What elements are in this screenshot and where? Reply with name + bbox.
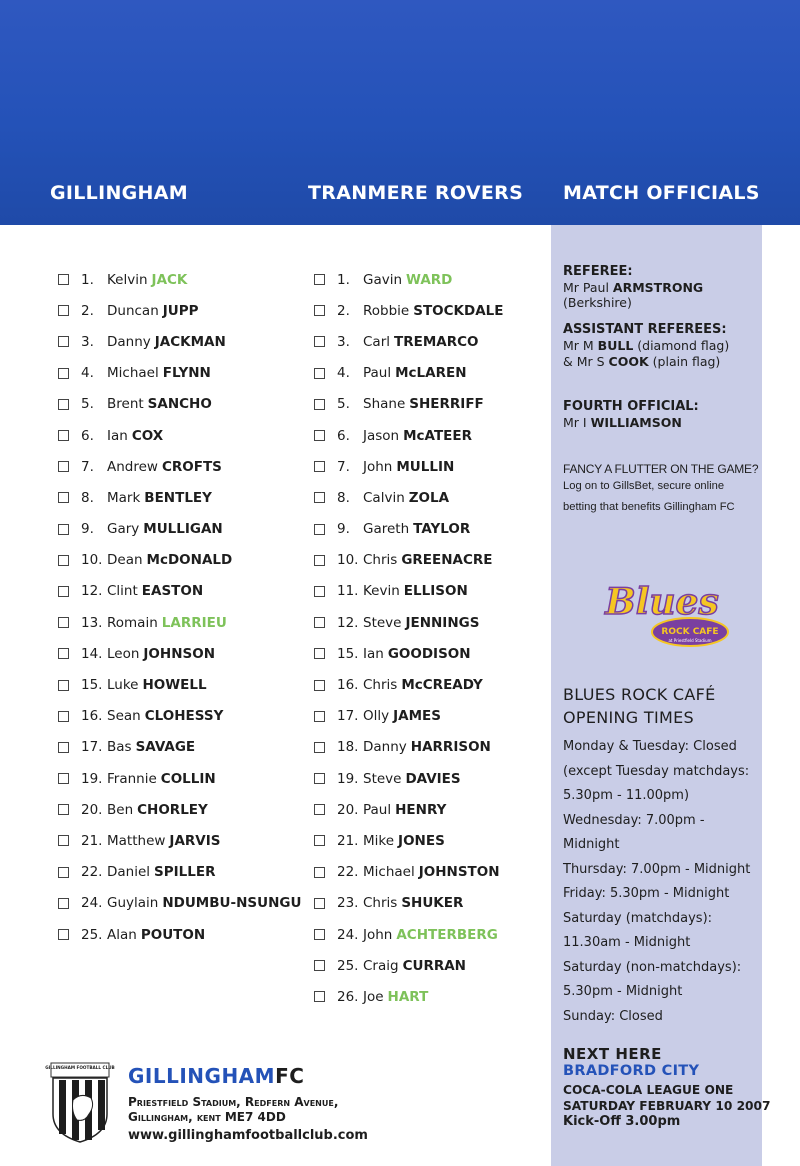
checkbox[interactable]: [58, 898, 69, 909]
surname: SHUKER: [401, 895, 464, 912]
opening-time-line: Sunday: Closed: [563, 1008, 663, 1024]
surname: JOHNSON: [143, 645, 215, 662]
checkbox[interactable]: [58, 680, 69, 691]
assistant-referees-block: [563, 322, 759, 370]
checkbox[interactable]: [58, 305, 69, 316]
first-name: Ian: [107, 427, 128, 444]
player-row: [314, 638, 564, 669]
surname: CROFTS: [161, 458, 222, 475]
player-row: [314, 794, 564, 825]
assistant-1-name: BULL: [597, 338, 634, 353]
checkbox[interactable]: [58, 368, 69, 379]
checkbox[interactable]: [58, 804, 69, 815]
first-name: Chris: [363, 677, 398, 694]
first-name: Danny: [107, 333, 151, 350]
player-row: [58, 919, 308, 950]
squad-number: 20.: [337, 801, 359, 818]
flutter-line-1: Log on to GillsBet, secure online: [563, 480, 725, 492]
surname: McCREADY: [401, 677, 483, 694]
flutter-promo: [563, 462, 759, 518]
surname: CURRAN: [402, 957, 466, 974]
header-banner: [0, 0, 800, 225]
checkbox[interactable]: [58, 399, 69, 410]
checkbox[interactable]: [58, 617, 69, 628]
checkbox[interactable]: [314, 305, 325, 316]
first-name: Mark: [107, 489, 141, 506]
player-row: [58, 638, 308, 669]
player-row: [314, 669, 564, 700]
surname: LARRIEU: [161, 614, 227, 631]
opening-time-line: Wednesday: 7.00pm - Midnight: [563, 812, 705, 852]
logo-word: Blues: [605, 581, 719, 623]
first-name: Olly: [363, 708, 390, 725]
checkbox[interactable]: [314, 742, 325, 753]
first-name: Joe: [363, 988, 384, 1005]
first-name: Bas: [107, 739, 132, 756]
address-line-2: Gillingham, kent ME7 4DD: [128, 1110, 286, 1124]
checkbox[interactable]: [314, 586, 325, 597]
squad-number: 4.: [81, 365, 94, 382]
referee-line: [563, 280, 759, 310]
surname: ELLISON: [403, 583, 468, 600]
referee-prefix: Mr Paul: [563, 280, 609, 295]
club-website: www.gillinghamfootballclub.com: [128, 1128, 368, 1143]
player-row: [314, 950, 564, 981]
player-row: [58, 701, 308, 732]
squad-number: 21.: [337, 832, 359, 849]
opening-time-line: Thursday: 7.00pm - Midnight: [563, 861, 751, 877]
checkbox[interactable]: [314, 648, 325, 659]
squad-number: 26.: [337, 988, 359, 1005]
player-row: [58, 482, 308, 513]
squad-number: 17.: [81, 739, 103, 756]
first-name: Michael: [107, 365, 159, 382]
squad-number: 16.: [81, 708, 103, 725]
player-row: [314, 981, 564, 1012]
surname: EASTON: [141, 583, 204, 600]
next-fixture: [563, 1045, 771, 1130]
checkbox[interactable]: [314, 399, 325, 410]
squad-number: 8.: [81, 489, 94, 506]
checkbox[interactable]: [58, 742, 69, 753]
surname: COLLIN: [160, 770, 216, 787]
opening-time-line: 11.30am - Midnight: [563, 935, 691, 950]
surname: McDONALD: [146, 552, 233, 569]
first-name: Guylain: [107, 895, 159, 912]
surname: McATEER: [403, 427, 472, 444]
first-name: Clint: [107, 583, 138, 600]
opening-time-line: (except Tuesday matchdays:: [563, 763, 750, 779]
first-name: Gary: [107, 521, 140, 538]
assistant-2-flag: (plain flag): [652, 354, 721, 369]
first-name: Ben: [107, 801, 134, 818]
surname: CHORLEY: [137, 801, 208, 818]
surname: SHERRIFF: [409, 396, 484, 413]
club-address: [128, 1095, 338, 1125]
player-row: [314, 919, 564, 950]
address-line-1: Priestfield Stadium, Redfern Avenue,: [128, 1095, 339, 1109]
player-row: [314, 732, 564, 763]
referee-name: ARMSTRONG: [612, 280, 704, 295]
first-name: Craig: [363, 957, 399, 974]
player-row: [314, 264, 564, 295]
squad-number: 19.: [81, 770, 103, 787]
squad-number: 7.: [337, 458, 350, 475]
first-name: Romain: [107, 614, 158, 631]
first-name: Danny: [363, 739, 407, 756]
fourth-official-prefix: Mr I: [563, 415, 587, 430]
first-name: Mike: [363, 832, 395, 849]
surname: ZOLA: [408, 489, 450, 506]
squad-number: 22.: [337, 864, 359, 881]
assistant-2-prefix: & Mr S: [563, 354, 605, 369]
checkbox[interactable]: [58, 274, 69, 285]
player-row: [58, 857, 308, 888]
flutter-line-2: betting that benefits Gillingham FC: [563, 501, 735, 513]
squad-number: 21.: [81, 832, 103, 849]
squad-number: 3.: [337, 333, 350, 350]
surname: JUPP: [162, 302, 199, 319]
club-name-main: GILLINGHAM: [128, 1064, 276, 1088]
squad-number: 19.: [337, 770, 359, 787]
player-row: [314, 825, 564, 856]
player-row: [58, 326, 308, 357]
checkbox[interactable]: [58, 336, 69, 347]
player-row: [58, 389, 308, 420]
surname: SPILLER: [154, 864, 216, 881]
player-row: [58, 420, 308, 451]
first-name: Gavin: [363, 271, 403, 288]
next-date: SATURDAY FEBRUARY 10 2007: [563, 1099, 771, 1113]
opening-times-title: OPENING TIMES: [563, 708, 694, 727]
fourth-official-name: WILLIAMSON: [590, 415, 682, 430]
checkbox[interactable]: [58, 711, 69, 722]
away-roster: [314, 264, 564, 1013]
player-row: [58, 295, 308, 326]
surname: HART: [387, 988, 429, 1005]
player-row: [314, 295, 564, 326]
crest-text: GILLINGHAM FOOTBALL CLUB: [45, 1065, 115, 1070]
crest-shield-icon: [45, 1062, 115, 1144]
fourth-official-line: [563, 415, 759, 430]
first-name: Steve: [363, 614, 402, 631]
first-name: Robbie: [363, 302, 410, 319]
squad-number: 1.: [337, 271, 350, 288]
first-name: Daniel: [107, 864, 151, 881]
club-crest: [45, 1062, 115, 1144]
opening-times-list: [563, 735, 759, 1029]
squad-number: 10.: [81, 552, 103, 569]
surname: JAMES: [393, 708, 441, 725]
checkbox[interactable]: [58, 867, 69, 878]
surname: MULLIGAN: [143, 521, 223, 538]
player-row: [314, 326, 564, 357]
rock-cafe-times: [563, 685, 759, 1029]
player-row: [58, 732, 308, 763]
surname: JENNINGS: [405, 614, 480, 631]
squad-number: 3.: [81, 333, 94, 350]
assistant-1-line: [563, 338, 759, 353]
player-row: [314, 389, 564, 420]
surname: COX: [131, 427, 164, 444]
surname: MULLIN: [396, 458, 455, 475]
blues-logo-graphic: [592, 580, 732, 655]
surname: FLYNN: [162, 365, 211, 382]
first-name: Luke: [107, 677, 139, 694]
next-competition: COCA-COLA LEAGUE ONE: [563, 1083, 734, 1097]
surname: WARD: [406, 271, 453, 288]
first-name: Dean: [107, 552, 143, 569]
opening-time-line: Saturday (matchdays):: [563, 910, 713, 926]
squad-number: 5.: [81, 396, 94, 413]
surname: POUTON: [140, 926, 206, 943]
first-name: Jason: [363, 427, 400, 444]
home-roster: [58, 264, 308, 950]
opening-time-line: Saturday (non-matchdays):: [563, 959, 742, 975]
player-row: [314, 576, 564, 607]
squad-number: 12.: [81, 583, 103, 600]
squad-number: 2.: [81, 302, 94, 319]
squad-number: 10.: [337, 552, 359, 569]
squad-number: 7.: [81, 458, 94, 475]
checkbox[interactable]: [58, 461, 69, 472]
checkbox[interactable]: [314, 804, 325, 815]
surname: HENRY: [395, 801, 447, 818]
surname: JACKMAN: [154, 333, 226, 350]
squad-number: 17.: [337, 708, 359, 725]
squad-number: 5.: [337, 396, 350, 413]
squad-number: 4.: [337, 365, 350, 382]
first-name: Frannie: [107, 770, 157, 787]
flutter-heading: FANCY A FLUTTER ON THE GAME?: [563, 462, 759, 476]
player-row: [314, 763, 564, 794]
first-name: Matthew: [107, 832, 166, 849]
next-here-label: NEXT HERE: [563, 1045, 662, 1063]
player-row: [314, 358, 564, 389]
surname: SANCHO: [147, 396, 212, 413]
surname: DAVIES: [405, 770, 461, 787]
first-name: Chris: [363, 552, 398, 569]
checkbox[interactable]: [58, 430, 69, 441]
opening-time-line: Monday & Tuesday: Closed: [563, 739, 737, 754]
fourth-official-label: FOURTH OFFICIAL:: [563, 399, 699, 414]
squad-number: 24.: [81, 895, 103, 912]
first-name: Chris: [363, 895, 398, 912]
surname: NDUMBU-NSUNGU: [162, 895, 302, 912]
first-name: Shane: [363, 396, 406, 413]
first-name: John: [363, 458, 393, 475]
next-kickoff: Kick-Off 3.00pm: [563, 1114, 681, 1129]
checkbox[interactable]: [314, 461, 325, 472]
checkbox[interactable]: [314, 929, 325, 940]
player-row: [58, 576, 308, 607]
assistant-1-flag: (diamond flag): [637, 338, 730, 353]
surname: McLAREN: [395, 365, 467, 382]
checkbox[interactable]: [58, 835, 69, 846]
surname: JARVIS: [169, 832, 221, 849]
surname: TREMARCO: [394, 333, 479, 350]
checkbox[interactable]: [58, 929, 69, 940]
logo-tiny: at Priestfield Stadium: [668, 638, 712, 643]
player-row: [58, 794, 308, 825]
squad-number: 1.: [81, 271, 94, 288]
surname: STOCKDALE: [413, 302, 504, 319]
squad-number: 25.: [337, 957, 359, 974]
squad-number: 22.: [81, 864, 103, 881]
squad-number: 8.: [337, 489, 350, 506]
player-row: [314, 482, 564, 513]
first-name: Paul: [363, 801, 392, 818]
referee-label: REFEREE:: [563, 264, 633, 279]
checkbox[interactable]: [314, 991, 325, 1002]
first-name: Leon: [107, 645, 140, 662]
first-name: Brent: [107, 396, 144, 413]
first-name: Ian: [363, 645, 384, 662]
player-row: [314, 857, 564, 888]
checkbox[interactable]: [314, 711, 325, 722]
player-row: [314, 451, 564, 482]
checkbox[interactable]: [314, 773, 325, 784]
club-name-suffix: FC: [275, 1064, 305, 1088]
surname: SAVAGE: [135, 739, 196, 756]
first-name: Duncan: [107, 302, 159, 319]
first-name: Paul: [363, 365, 392, 382]
referee-county: (Berkshire): [563, 295, 632, 310]
first-name: Sean: [107, 708, 141, 725]
player-row: [314, 888, 564, 919]
fourth-official-block: [563, 399, 759, 431]
surname: JACK: [151, 271, 188, 288]
squad-number: 14.: [81, 645, 103, 662]
player-row: [58, 264, 308, 295]
squad-number: 9.: [337, 521, 350, 538]
player-row: [58, 669, 308, 700]
surname: TAYLOR: [413, 521, 471, 538]
player-row: [58, 607, 308, 638]
player-row: [314, 514, 564, 545]
officials-heading: MATCH OFFICIALS: [563, 182, 760, 204]
assistants-label: ASSISTANT REFEREES:: [563, 322, 727, 337]
first-name: Michael: [363, 864, 415, 881]
blues-rock-cafe-logo: [592, 580, 732, 655]
assistant-1-prefix: Mr M: [563, 338, 594, 353]
checkbox[interactable]: [58, 773, 69, 784]
first-name: Gareth: [363, 521, 410, 538]
checkbox[interactable]: [58, 555, 69, 566]
checkbox[interactable]: [314, 555, 325, 566]
opening-time-line: 5.30pm - Midnight: [563, 984, 683, 999]
squad-number: 15.: [337, 645, 359, 662]
checkbox[interactable]: [314, 867, 325, 878]
checkbox[interactable]: [314, 617, 325, 628]
squad-number: 13.: [81, 614, 103, 631]
player-row: [58, 888, 308, 919]
opening-time-line: Friday: 5.30pm - Midnight: [563, 886, 730, 901]
checkbox[interactable]: [314, 492, 325, 503]
first-name: Andrew: [107, 458, 158, 475]
checkbox[interactable]: [58, 648, 69, 659]
player-row: [314, 545, 564, 576]
assistant-2-name: COOK: [608, 354, 649, 369]
surname: CLOHESSY: [144, 708, 224, 725]
player-row: [58, 358, 308, 389]
squad-number: 20.: [81, 801, 103, 818]
checkbox[interactable]: [58, 524, 69, 535]
squad-number: 18.: [337, 739, 359, 756]
next-opponent: BRADFORD CITY: [563, 1063, 700, 1079]
surname: HOWELL: [142, 677, 207, 694]
logo-sub: ROCK CAFE: [661, 627, 719, 637]
checkbox[interactable]: [314, 960, 325, 971]
player-row: [314, 701, 564, 732]
first-name: John: [363, 926, 393, 943]
away-team-heading: TRANMERE ROVERS: [308, 182, 524, 204]
squad-number: 11.: [337, 583, 359, 600]
surname: ACHTERBERG: [396, 926, 498, 943]
squad-number: 12.: [337, 614, 359, 631]
surname: JONES: [398, 832, 445, 849]
referee-block: [563, 264, 759, 311]
squad-number: 6.: [337, 427, 350, 444]
checkbox[interactable]: [314, 524, 325, 535]
squad-number: 6.: [81, 427, 94, 444]
assistant-2-line: [563, 354, 759, 369]
first-name: Carl: [363, 333, 390, 350]
squad-number: 2.: [337, 302, 350, 319]
squad-number: 24.: [337, 926, 359, 943]
surname: GOODISON: [387, 645, 471, 662]
home-team-heading: GILLINGHAM: [50, 182, 188, 204]
player-row: [58, 763, 308, 794]
club-name: [128, 1064, 304, 1088]
surname: BENTLEY: [144, 489, 212, 506]
player-row: [314, 607, 564, 638]
first-name: Calvin: [363, 489, 405, 506]
surname: HARRISON: [410, 739, 491, 756]
first-name: Kelvin: [107, 271, 148, 288]
checkbox[interactable]: [314, 680, 325, 691]
squad-number: 15.: [81, 677, 103, 694]
first-name: Kevin: [363, 583, 400, 600]
player-row: [58, 514, 308, 545]
squad-number: 9.: [81, 521, 94, 538]
first-name: Steve: [363, 770, 402, 787]
squad-number: 16.: [337, 677, 359, 694]
player-row: [58, 545, 308, 576]
opening-time-line: 5.30pm - 11.00pm): [563, 788, 690, 803]
squad-number: 23.: [337, 895, 359, 912]
player-row: [58, 451, 308, 482]
surname: GREENACRE: [401, 552, 493, 569]
checkbox[interactable]: [314, 336, 325, 347]
player-row: [314, 420, 564, 451]
surname: JOHNSTON: [418, 864, 500, 881]
rock-cafe-title: BLUES ROCK CAFÉ: [563, 685, 716, 704]
checkbox[interactable]: [58, 586, 69, 597]
checkbox[interactable]: [314, 430, 325, 441]
checkbox[interactable]: [314, 898, 325, 909]
checkbox[interactable]: [314, 835, 325, 846]
checkbox[interactable]: [314, 368, 325, 379]
player-row: [58, 825, 308, 856]
checkbox[interactable]: [58, 492, 69, 503]
first-name: Alan: [107, 926, 137, 943]
squad-number: 25.: [81, 926, 103, 943]
checkbox[interactable]: [314, 274, 325, 285]
